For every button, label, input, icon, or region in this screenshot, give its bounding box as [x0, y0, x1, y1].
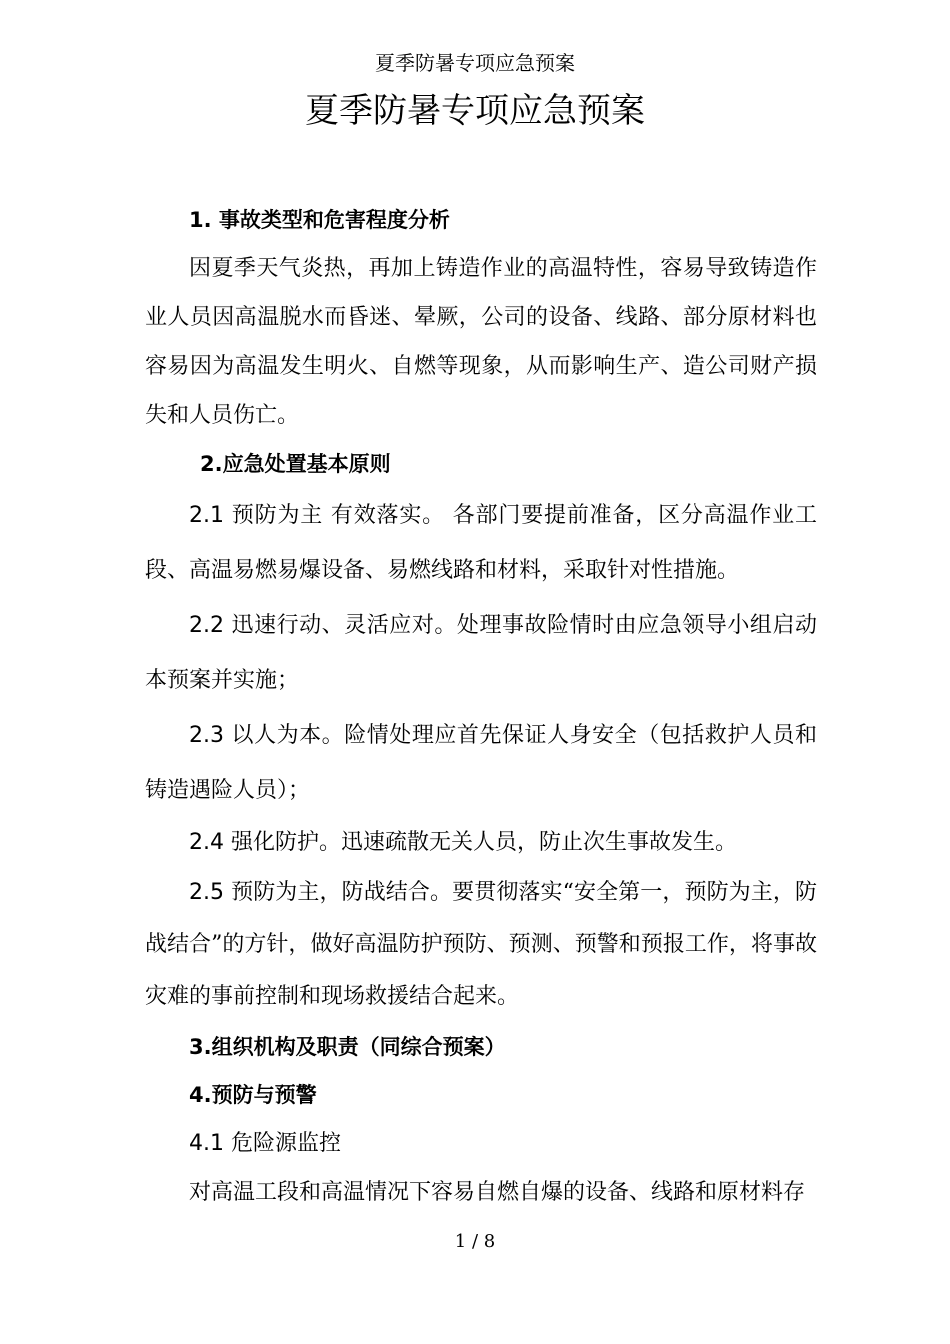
principle-2-5	[145, 867, 817, 1023]
section-4-heading: 4.预防与预警	[189, 1083, 317, 1107]
subsection-number: 4.1	[189, 1131, 224, 1156]
subsection-4-1-heading	[145, 1119, 817, 1168]
principle-2-1	[145, 488, 817, 598]
principle-text: 强化防护。迅速疏散无关人员，防止次生事故发生。	[224, 830, 737, 855]
principle-text: 预防为主，防战结合。要贯彻落实“安全第一，预防为主，防战结合”的方针，做好高温防护预防、预测、预警和预报工作，将事故灾难的事前控制和现场救援结合起来。	[145, 880, 817, 1009]
document-title: 夏季防暑专项应急预案	[305, 91, 645, 131]
section-2-heading: 2.应急处置基本原则	[200, 452, 391, 476]
running-header: 夏季防暑专项应急预案	[375, 51, 575, 75]
page-number: 1 / 8	[454, 1231, 496, 1252]
principle-number: 2.5	[189, 880, 224, 905]
section-1-heading: 1. 事故类型和危害程度分析	[189, 208, 450, 232]
principle-2-2	[145, 598, 817, 708]
section-3-heading: 3.组织机构及职责（同综合预案）	[189, 1035, 506, 1059]
section-4-1-paragraph: 对高温工段和高温情况下容易自燃自爆的设备、线路和原材料存	[189, 1180, 806, 1205]
section-1-paragraph: 因夏季天气炎热，再加上铸造作业的高温特性，容易导致铸造作业人员因高温脱水而昏迷、晕厥，公司的设备、线路、部分原材料也容易因为高温发生明火、自燃等现象，从而影响生产、造公司财产损失和人员伤亡。	[145, 256, 817, 428]
principle-number: 2.4	[189, 830, 224, 855]
principle-text: 以人为本。险情处理应首先保证人身安全（包括救护人员和铸造遇险人员）；	[145, 723, 817, 803]
principle-2-3	[145, 708, 817, 818]
principle-text: 迅速行动、灵活应对。处理事故险情时由应急领导小组启动本预案并实施；	[145, 613, 817, 693]
principle-2-4	[145, 818, 817, 867]
principle-number: 2.1	[189, 503, 224, 528]
subsection-title: 危险源监控	[224, 1131, 341, 1156]
document-body	[145, 196, 817, 1217]
principle-number: 2.2	[189, 613, 224, 638]
principle-number: 2.3	[189, 723, 224, 748]
principle-text: 预防为主 有效落实。 各部门要提前准备，区分高温作业工段、高温易燃易爆设备、易燃线路和材料，采取针对性措施。	[145, 503, 817, 583]
